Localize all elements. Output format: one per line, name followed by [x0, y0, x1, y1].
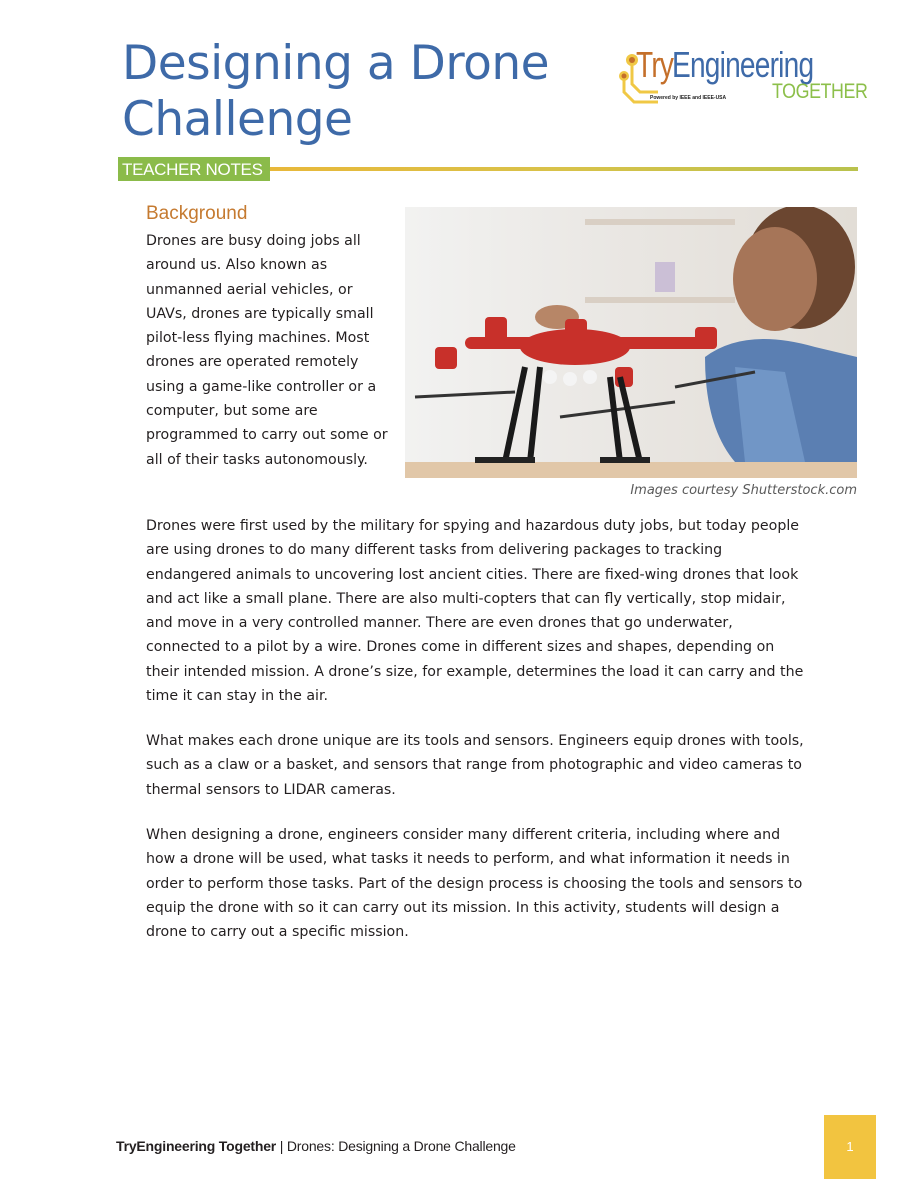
logo-together-text: TOGETHER — [772, 80, 868, 103]
page-number: 1 — [824, 1115, 876, 1179]
logo-engineering-text: Engineering — [672, 44, 814, 85]
image-caption: Images courtesy Shutterstock.com — [630, 483, 857, 498]
body-paragraph: When designing a drone, engineers consider many different criteria, including where and how a drone will be used, what tasks it needs to perform, and what information it needs in order to perform those tasks. Part of the design process is choosing the tools and sensors to equip the drone with so it can carry out its mission. In this activity, students will design a drone to carry out a specific mission. — [146, 827, 803, 941]
page-footer — [116, 1136, 516, 1156]
logo-powered-by: Powered by IEEE and IEEE-USA — [650, 95, 727, 101]
body-paragraph: Drones were first used by the military for spying and hazardous duty jobs, but today people are using drones to do many different tasks from delivering packages to tracking endangered animals to uncovering lost ancient cities. There are fixed-wing drones that look and act like a small plane. There are also multi-copters that can fly vertically, stop midair, and move in a very controlled manner. There are even drones that go underwater, connected to a pilot by a wire. Drones come in different sizes and shapes, depending on their intended mission. A drone’s size, for example, determines the load it can carry and the time it can stay in the air. — [146, 518, 804, 705]
background-heading: Background — [146, 203, 248, 224]
logo-try-text: Try — [636, 44, 674, 85]
section-badge: TEACHER NOTES — [118, 157, 270, 181]
drone-photo — [405, 207, 857, 478]
drone-photo-illustration — [405, 207, 857, 478]
header-divider — [270, 167, 858, 171]
footer-brand: TryEngineering Together — [116, 1138, 277, 1154]
page-title: Designing a Drone Challenge — [122, 36, 550, 147]
background-intro: Drones are busy doing jobs all around us. Also known as unmanned aerial vehicles, or UAVs, drones are typically small pilot-less flying machines. Most drones are operated remotely using a game-like controller or a computer, but some are programmed to carry out some or all of their tasks autonomously. — [146, 233, 388, 468]
footer-separator: | — [276, 1138, 287, 1154]
tryengineering-together-logo — [618, 44, 868, 110]
body-paragraph: What makes each drone unique are its tools and sensors. Engineers equip drones with tools, such as a claw or a basket, and sensors that range from photographic and video cameras to thermal sensors to LIDAR cameras. — [146, 733, 804, 798]
footer-doc-title: Drones: Designing a Drone Challenge — [286, 1138, 516, 1154]
